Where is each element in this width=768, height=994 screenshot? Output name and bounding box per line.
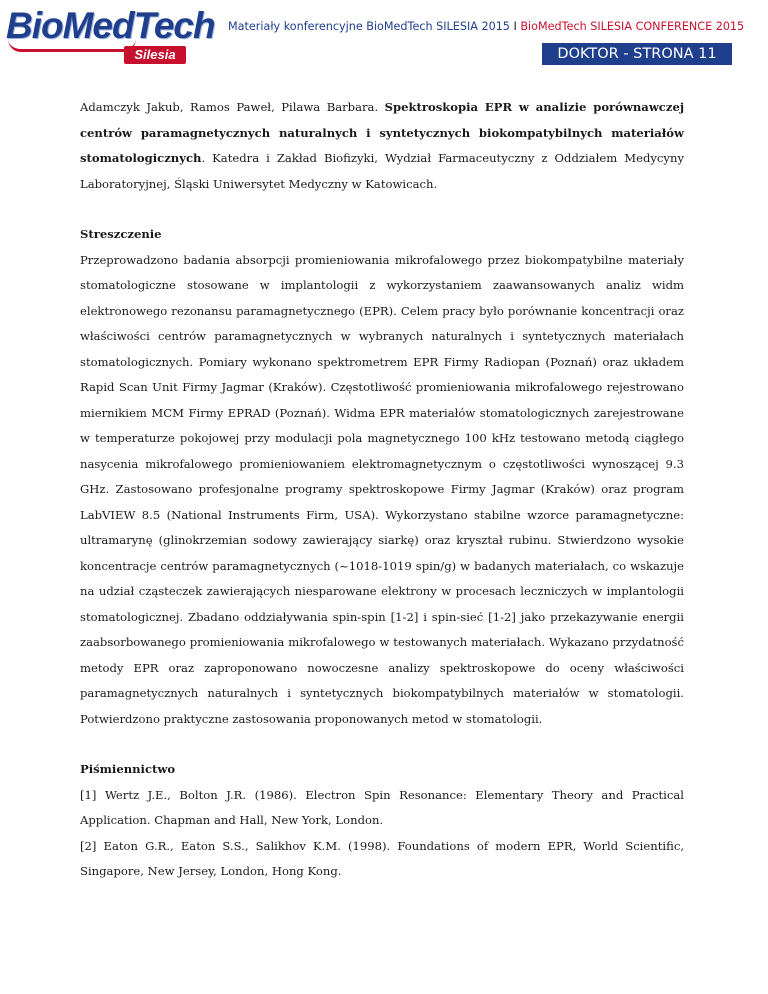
article-citation [80, 95, 684, 197]
article-affiliation: Katedra i Zakład Biofizyki, Wydział Farmaceutyczny z Oddziałem Medycyny Laboratoryjnej, Śląski Uniwersytet Medyczny w Katowicach. [80, 151, 684, 191]
abstract-text: Przeprowadzono badania absorpcji promieniowania mikrofalowego przez biokompatybilne materiały stomatologiczne stosowane w implantologii z wykorzystaniem zaawansowanych analiz widm elektronowego rezonansu paramagnetycznego (EPR). Celem pracy było porównanie koncentracji oraz właściwości centrów paramagnetycznych w wybranych naturalnych i syntetycznych materiałach stomatologicznych. Pomiary wykonano spektrometrem EPR Firmy Radiopan (Poznań) oraz układem Rapid Scan Unit Firmy Jagmar (Kraków). Częstotliwość promieniowania mikrofalowego rejestrowano miernikiem MCM Firmy EPRAD (Poznań). Widma EPR materiałów stomatologicznych zarejestrowane w temperaturze pokojowej przy modulacji pola magnetycznego 100 kHz testowano metodą ciągłego nasycenia mikrofalowego promieniowaniem elektromagnetycznym o częstotliwości wynoszącej 9.3 GHz. Zastosowano profesjonalne programy spektroskopowe Firmy Jagmar (Kraków) oraz program LabVIEW 8.5 (National Instruments Firm, USA). Wykorzystano stabilne wzorce paramagnetyczne: ultramarynę (glinokrzemian sodowy zawierający siarkę) oraz kryształ rubinu. Stwierdzono wysokie koncentracje centrów paramagnetycznych (~1018-1019 spin/g) w badanych materiałach, co wskazuje na udział cząsteczek zawierających niesparowane elektrony w procesach leczniczych w implantologii stomatologicznej. Zbadano oddziaływania spin-spin [1-2] i spin-sieć [1-2] jako przekazywanie energii zaabsorbowanego promieniowania mikrofalowego w testowanych materiałach. Wykazano przydatność metody EPR oraz zaproponowano nowoczesne analizy spektroskopowe do oceny właściwości paramagnetycznych naturalnych i syntetycznych biokompatybilnych materiałów w stomatologii. Potwierdzono praktyczne zastosowania proponowanych metod w stomatologii. [80, 252, 684, 726]
page-label: DOKTOR - STRONA 11 [542, 43, 732, 65]
document-body [80, 95, 684, 885]
reference-item: [2] Eaton G.R., Eaton S.S., Salikhov K.M. (1998). Foundations of modern EPR, World Scientific, Singapore, New Jersey, London, Hong Kong. [80, 838, 684, 878]
header-title-en: BioMedTech SILESIA CONFERENCE 2015 [520, 20, 745, 33]
conference-header [228, 20, 764, 33]
article-title: Spektroskopia EPR w analizie porównawczej centrów paramagnetycznych naturalnych i syntetycznych biokompatybilnych materiałów stomatologicznych [80, 100, 685, 165]
biomedtech-logo [6, 5, 215, 66]
references-heading: Piśmiennictwo [80, 762, 176, 776]
reference-item: [1] Wertz J.E., Bolton J.R. (1986). Electron Spin Resonance: Elementary Theory and Practical Application. Chapman and Hall, New York, London. [80, 787, 684, 827]
abstract-heading: Streszczenie [80, 227, 162, 241]
header-separator: I [513, 20, 517, 33]
logo-swoosh [8, 39, 136, 52]
logo-wordmark: BioMedTech [6, 5, 215, 46]
logo-subtitle: Silesia [124, 46, 186, 64]
article-authors: Adamczyk Jakub, Ramos Paweł, Pilawa Barbara. [80, 100, 379, 114]
article-title-end: . [201, 151, 206, 165]
header-title-pl: Materiały konferencyjne BioMedTech SILESIA 2015 [228, 20, 510, 33]
